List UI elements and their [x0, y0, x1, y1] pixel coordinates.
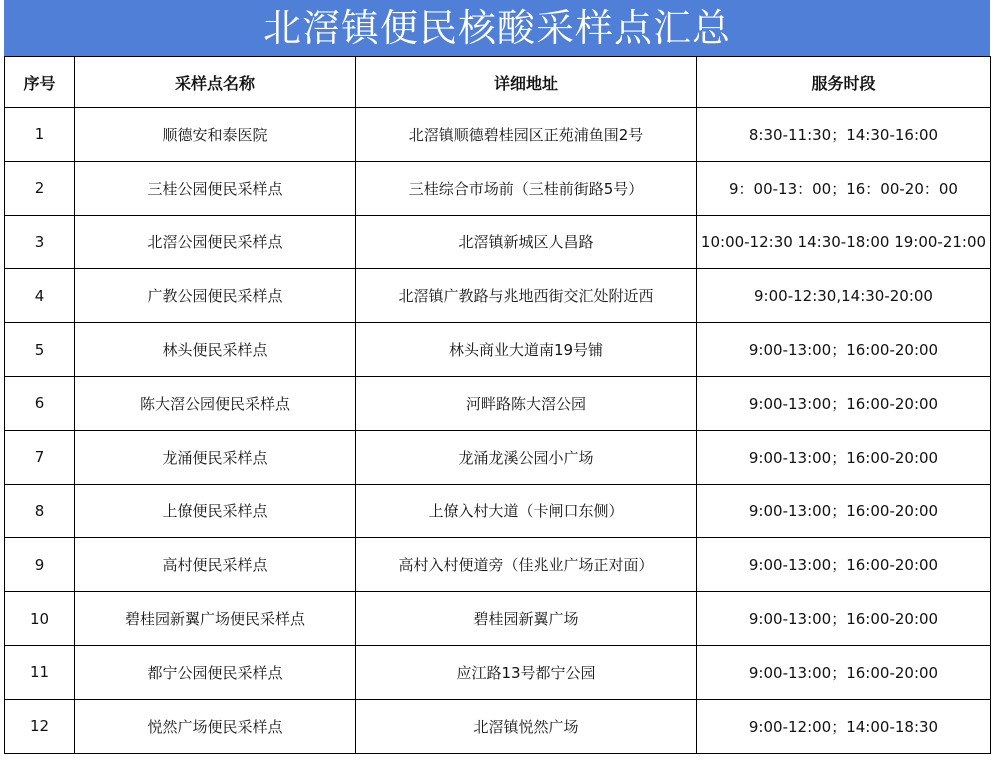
cell-site-name: 陈大滘公园便民采样点 [75, 376, 356, 430]
table-row [5, 645, 991, 699]
cell-no: 3 [5, 215, 75, 269]
cell-site-name: 碧桂园新翼广场便民采样点 [75, 592, 356, 646]
cell-address: 北滘镇广教路与兆地西街交汇处附近西 [356, 269, 697, 323]
table-row [5, 269, 991, 323]
header-hours: 服务时段 [697, 57, 991, 108]
cell-site-name: 都宁公园便民采样点 [75, 645, 356, 699]
cell-hours: 9:00-13:00；16:00-20:00 [697, 645, 991, 699]
cell-hours: 9:00-12:30,14:30-20:00 [697, 269, 991, 323]
table-row [5, 376, 991, 430]
table-row [5, 108, 991, 162]
cell-site-name: 广教公园便民采样点 [75, 269, 356, 323]
cell-address: 河畔路陈大滘公园 [356, 376, 697, 430]
table-row [5, 699, 991, 753]
cell-no: 4 [5, 269, 75, 323]
cell-address: 应江路13号都宁公园 [356, 645, 697, 699]
cell-no: 12 [5, 699, 75, 753]
cell-address: 高村入村便道旁（佳兆业广场正对面） [356, 538, 697, 592]
cell-hours: 9:00-13:00；16:00-20:00 [697, 484, 991, 538]
cell-address: 碧桂园新翼广场 [356, 592, 697, 646]
cell-address: 龙涌龙溪公园小广场 [356, 430, 697, 484]
table-row [5, 323, 991, 377]
cell-address: 林头商业大道南19号铺 [356, 323, 697, 377]
cell-no: 11 [5, 645, 75, 699]
cell-hours: 9:00-12:00；14:00-18:30 [697, 699, 991, 753]
table-row [5, 430, 991, 484]
cell-site-name: 高村便民采样点 [75, 538, 356, 592]
header-address: 详细地址 [356, 57, 697, 108]
table-row [5, 484, 991, 538]
cell-no: 5 [5, 323, 75, 377]
cell-address: 北滘镇顺德碧桂园区正苑浦鱼围2号 [356, 108, 697, 162]
cell-hours: 9：00-13：00；16：00-20：00 [697, 161, 991, 215]
cell-no: 8 [5, 484, 75, 538]
cell-hours: 9:00-13:00；16:00-20:00 [697, 538, 991, 592]
cell-site-name: 悦然广场便民采样点 [75, 699, 356, 753]
sampling-sites-table [4, 56, 991, 754]
cell-site-name: 林头便民采样点 [75, 323, 356, 377]
cell-hours: 9:00-13:00；16:00-20:00 [697, 592, 991, 646]
page-title: 北滘镇便民核酸采样点汇总 [262, 6, 731, 50]
cell-hours: 8:30-11:30；14:30-16:00 [697, 108, 991, 162]
cell-no: 10 [5, 592, 75, 646]
cell-hours: 9:00-13:00；16:00-20:00 [697, 430, 991, 484]
cell-hours: 9:00-13:00；16:00-20:00 [697, 376, 991, 430]
cell-site-name: 北滘公园便民采样点 [75, 215, 356, 269]
title-banner [4, 0, 990, 57]
table-row [5, 215, 991, 269]
cell-address: 北滘镇新城区人昌路 [356, 215, 697, 269]
table-row [5, 538, 991, 592]
cell-site-name: 上僚便民采样点 [75, 484, 356, 538]
cell-hours: 10:00-12:30 14:30-18:00 19:00-21:00 [697, 215, 991, 269]
cell-hours: 9:00-13:00；16:00-20:00 [697, 323, 991, 377]
cell-site-name: 龙涌便民采样点 [75, 430, 356, 484]
cell-no: 6 [5, 376, 75, 430]
cell-address: 北滘镇悦然广场 [356, 699, 697, 753]
header-name: 采样点名称 [75, 57, 356, 108]
table-header-row [5, 57, 991, 108]
cell-no: 7 [5, 430, 75, 484]
cell-site-name: 顺德安和泰医院 [75, 108, 356, 162]
cell-address: 上僚入村大道（卡闸口东侧） [356, 484, 697, 538]
table-row [5, 161, 991, 215]
table-row [5, 592, 991, 646]
cell-no: 9 [5, 538, 75, 592]
cell-address: 三桂综合市场前（三桂前街路5号） [356, 161, 697, 215]
header-no: 序号 [5, 57, 75, 108]
cell-site-name: 三桂公园便民采样点 [75, 161, 356, 215]
cell-no: 1 [5, 108, 75, 162]
cell-no: 2 [5, 161, 75, 215]
